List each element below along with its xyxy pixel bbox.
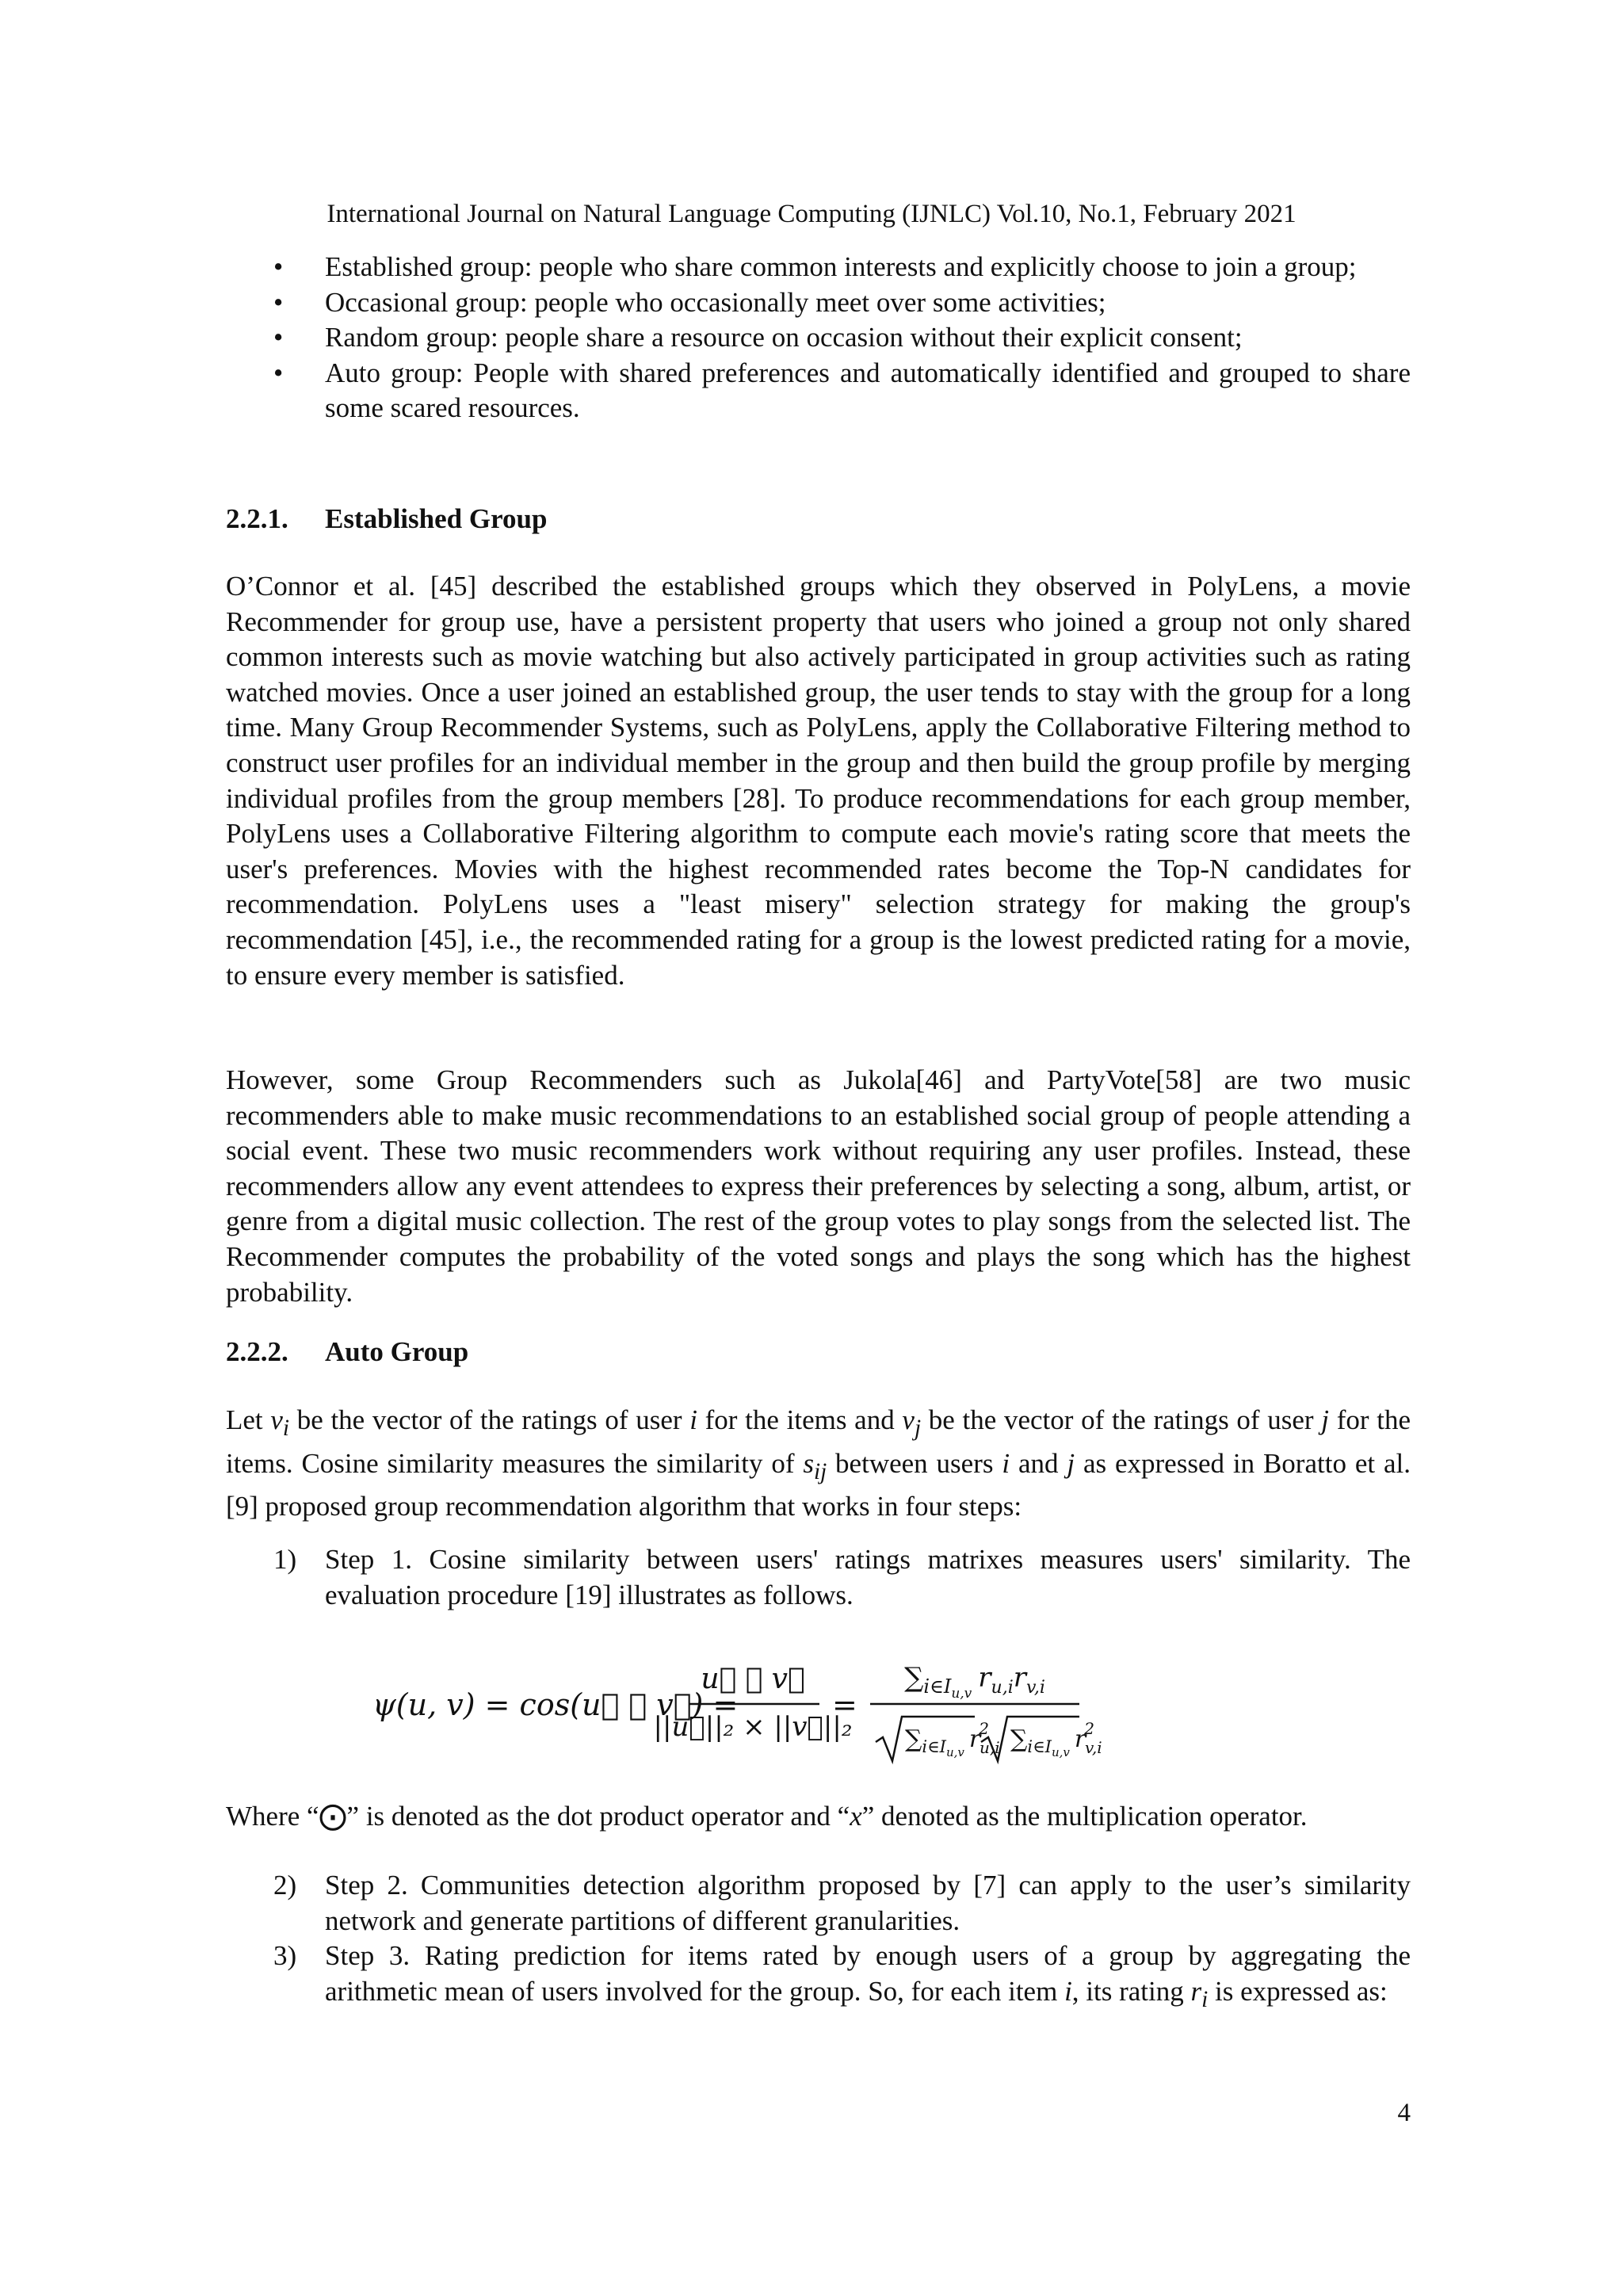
list-item-text: Random group: people share a resource on occasion without their explicit consent;: [325, 322, 1243, 353]
group-types-list: [273, 250, 1411, 426]
step-3: [273, 1939, 1411, 2017]
section-heading-auto-group: [226, 1334, 468, 1370]
equation-frac1-numerator: u⃗ ⨀ v⃗: [701, 1663, 805, 1695]
step-text: Step 3. Rating prediction for items rated by enough users of a group by aggregating the arithmetic mean of users involved for the group. So, for each item i, its rating $r_i$ is expressed as:: [325, 1940, 1411, 2012]
list-item: [273, 320, 1411, 356]
cosine-similarity-equation: [372, 1641, 1260, 1767]
list-item-text: Auto group: People with shared preferences and automatically identified and grouped to share some scared resources.: [325, 357, 1411, 424]
equation-sqrt-right-content: $\sum_{i\in I}u,v$ r2 v,i: [1010, 1719, 1102, 1759]
list-item: [273, 285, 1411, 321]
step-number: 1): [273, 1544, 297, 1575]
running-header: International Journal on Natural Language Computing (IJNLC) Vol.10, No.1, February 2021: [327, 200, 1296, 228]
bullet-icon: •: [273, 286, 284, 318]
bullet-icon: •: [273, 251, 284, 282]
section-title: Established Group: [325, 503, 548, 534]
equation-lhs: ψ(u, v) = cos(u⃗ ⨀ v⃗) =: [372, 1687, 739, 1722]
section-number: 2.2.1.: [226, 503, 288, 534]
section-title: Auto Group: [325, 1336, 469, 1367]
paragraph-operator-note: Where “⨀” is denoted as the dot product operator and “x” denoted as the multiplication operator.: [226, 1801, 1308, 1832]
step-number: 3): [273, 1940, 297, 1971]
section-number: 2.2.2.: [226, 1336, 288, 1367]
paragraph-polylens: O’Connor et al. [45] described the established groups which they observed in PolyLens, a movie Recommender for group use, have a persistent property that users who joined a group not only shared common interests such as movie watching but also actively participated in group activities such as rating watched movies. Once a user joined an established group, the user tends to stay with the group for a long time. Many Group Recommender Systems, such as PolyLens, apply the Collaborative Filtering method to construct user profiles for an individual member in the group and then build the group profile by merging individual profiles from the group members [28]. To produce recommendations for each group member, PolyLens uses a Collaborative Filtering algorithm to compute each movie's rating score that meets the user's preferences. Movies with the highest recommended rates become the Top-N candidates for recommendation. PolyLens uses a "least misery" selection strategy for making the group's recommendation [45], i.e., the recommended rating for a group is the lowest predicted rating for a movie, to ensure every member is satisfied.: [226, 571, 1411, 991]
equation-frac1-denominator: ||u⃗||₂ × ||v⃗||₂: [653, 1711, 853, 1743]
list-item: [273, 250, 1411, 285]
paragraph-music-recommenders: However, some Group Recommenders such as Jukola[46] and PartyVote[58] are two music recommenders able to make music recommendations to an established social group of people attending a social event. These two music recommenders work without requiring any user profiles. Instead, these recommenders allow any event attendees to express their preferences by selecting a song, album, artist, or genre from a digital music collection. The rest of the group votes to play songs from the selected list. The Recommender computes the probability of the voted songs and plays the song which has the highest probability.: [226, 1064, 1411, 1308]
equation-equals: =: [832, 1687, 857, 1722]
list-item-text: Established group: people who share common interests and explicitly choose to join a group;: [325, 251, 1357, 282]
step-text: Step 2. Communities detection algorithm proposed by [7] can apply to the user’s similarity network and generate partitions of different granularities.: [325, 1870, 1411, 1936]
section-heading-established-group: [226, 501, 547, 537]
paragraph-cosine-intro: Let $v_i$ be the vector of the ratings of user i for the items and $v_j$ be the vector of the ratings of user j for the items. Cosine similarity measures the similarity of $s_{ij}$ between users i and j as expressed in Boratto et al. [9] proposed group recommendation algorithm that works in four steps:: [226, 1404, 1411, 1522]
step-text: Step 1. Cosine similarity between users' ratings matrixes measures users' similarity. The evaluation procedure [19] illustrates as follows.: [325, 1544, 1411, 1610]
equation-frac2-numerator: $\sum_{i\in I}u,v$ $r_{u,i}r_{v,i}$: [904, 1662, 1045, 1702]
list-item-text: Occasional group: people who occasionally meet over some activities;: [325, 286, 1106, 318]
dot-product-symbol: ⨀: [319, 1801, 347, 1832]
bullet-icon: •: [273, 322, 284, 353]
bullet-icon: •: [273, 357, 284, 388]
page-number: 4: [1397, 2099, 1411, 2127]
equation-sqrt-left-content: $\sum_{i\in I}u,v$ r2 u,i: [905, 1719, 1000, 1759]
list-item: [273, 356, 1411, 426]
step-2: [273, 1868, 1411, 1939]
step-number: 2): [273, 1870, 297, 1901]
step-1: [273, 1542, 1411, 1613]
